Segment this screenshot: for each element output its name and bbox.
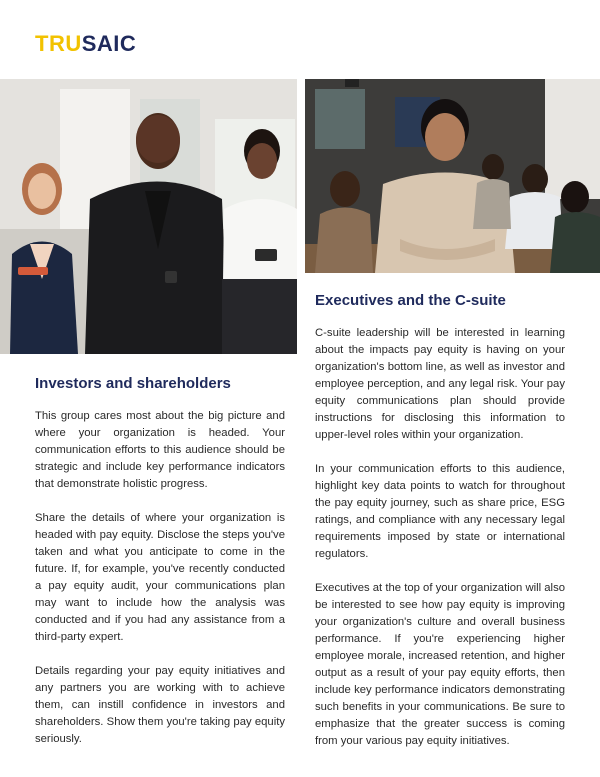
executives-photo <box>305 79 600 273</box>
executives-paragraph-2: In your communication efforts to this audience, highlight key data points to watch for throughout the pay equity journey, such as share price, ESG ratings, and compliance with any necessary legal requirements imposed by state or international regulators. <box>315 463 565 560</box>
investors-paragraph-1: This group cares most about the big picture and where your organization is headed. Your communication efforts to this audience should be strategic and include key performance indicators that demonstrate holistic progress. <box>35 410 285 490</box>
trusaic-logo <box>35 32 136 56</box>
logo-part-saic: SAIC <box>81 31 137 56</box>
investors-paragraph-2: Share the details of where your organization is headed with pay equity. Disclose the steps you've taken and what you anticipate to come in the future. If, for example, you've recently conducted a pay equity audit, your communications plan may want to include how the analysis was conducted and if you had any assistance from a third-party expert. <box>35 512 285 643</box>
investors-text <box>35 408 285 748</box>
investors-paragraph-3: Details regarding your pay equity initiatives and any partners you are working with to achieve them, can instill confidence in investors and shareholders. Show them you're taking pay equity seriously. <box>35 665 285 745</box>
investors-photo-illustration <box>0 79 297 354</box>
executives-paragraph-1: C-suite leadership will be interested in learning about the impacts pay equity is having on your organization's bottom line, as well as investor and employee perception, and any legal risk. Your pay equity communications plan should provide instructions for disclosing this information to upper-level roles within your organization. <box>315 327 565 441</box>
executives-text <box>315 325 565 750</box>
executives-heading: Executives and the C-suite <box>315 292 506 309</box>
executives-photo-illustration <box>305 79 600 273</box>
executives-paragraph-3: Executives at the top of your organization will also be interested to see how pay equity is improving your organization's culture and overall business performance. If you're experiencing higher employee morale, increased retention, and higher output as a result of your pay equity efforts, then include key performance indicators demonstrating such benefits in your communications. Be sure to emphasize that the greater success is coming from your various pay equity initiatives. <box>315 582 565 747</box>
investors-heading: Investors and shareholders <box>35 375 231 392</box>
logo-part-tru: TRU <box>35 31 82 56</box>
investors-photo <box>0 79 297 354</box>
